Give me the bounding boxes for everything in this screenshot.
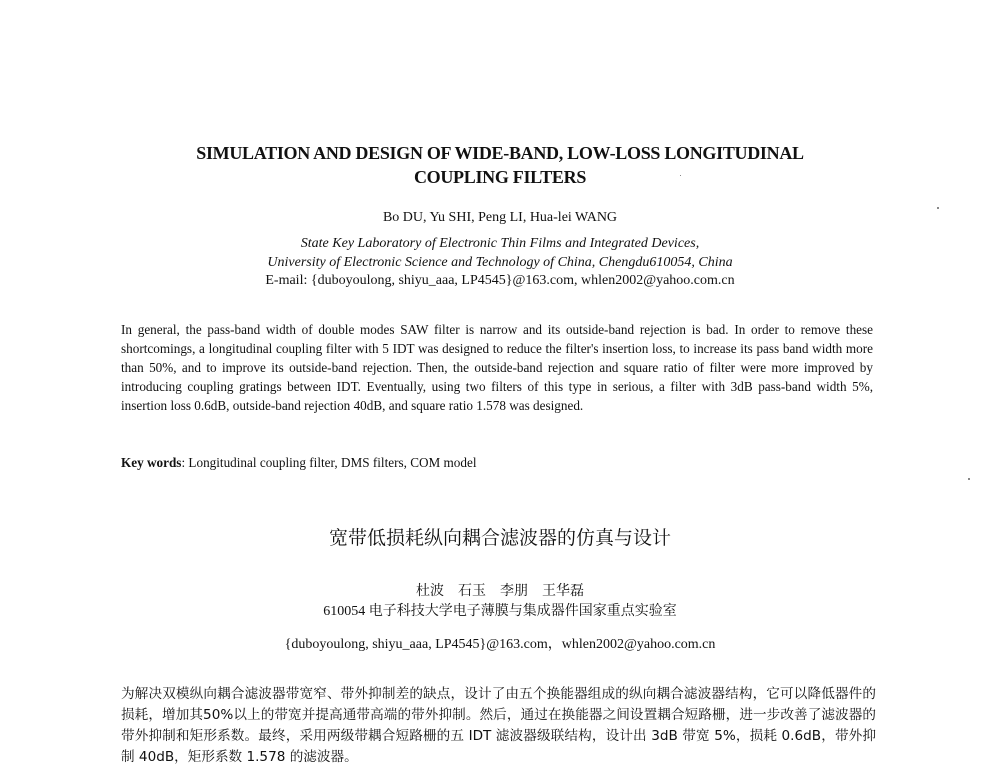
chinese-abstract: 为解决双模纵向耦合滤波器带宽窄、带外抑制差的缺点，设计了由五个换能器组成的纵向耦合滤波器结构，它可以降低器件的损耗，增加其50%以上的带宽并提高通带高端的带外抑制。然后，通过在换能器之间设置耦合短路栅，进一步改善了滤波器的带外抑制和矩形系数。最终，采用两级带耦合短路栅的五 IDT 滤波器级联结构，设计出 3dB 带宽 5%，损耗 0.6dB，带外抑制 40dB，矩形系数 1.578 的滤波器。 xyxy=(121,686,876,765)
keywords xyxy=(121,453,873,472)
affiliation-line-1: State Key Laboratory of Electronic Thin Films and Integrated Devices, xyxy=(300,236,700,251)
title-line-2: COUPLING FILTERS xyxy=(413,167,587,187)
scan-speck xyxy=(680,175,681,176)
paper-title xyxy=(120,141,880,189)
scan-speck xyxy=(937,207,939,209)
affiliation-line-2: University of Electronic Science and Technology of China, Chengdu610054, China xyxy=(267,255,733,270)
english-abstract: In general, the pass-band width of double modes SAW filter is narrow and its outside-band rejection is bad. In order to remove these shortcomings, a longitudinal coupling filter with 5 IDT was designed to reduce the filter's insertion loss, to increase its pass band width more than 50%, and to improve its outside-band rejection. Then, the outside-band rejection and square ratio of filter were more improved by introducing coupling gratings between IDT. Eventually, using two filters of this type in serious, a filter with 3dB pass-band width 5%, insertion loss 0.6dB, outside-band rejection 40dB, and square ratio 1.578 was designed. xyxy=(121,322,873,413)
author-email: E-mail: {duboyoulong, shiyu_aaa, LP4545}@163.com, whlen2002@yahoo.com.cn xyxy=(265,273,735,288)
author-list: Bo DU, Yu SHI, Peng LI, Hua-lei WANG xyxy=(382,210,618,225)
keywords-label: Key words xyxy=(121,455,182,470)
keywords-text: : Longitudinal coupling filter, DMS filters, COM model xyxy=(181,455,477,470)
chinese-affiliation: 610054 电子科技大学电子薄膜与集成器件国家重点实验室 xyxy=(323,604,677,619)
chinese-email: {duboyoulong, shiyu_aaa, LP4545}@163.com，whlen2002@yahoo.com.cn xyxy=(284,637,716,652)
chinese-title: 宽带低损耗纵向耦合滤波器的仿真与设计 xyxy=(328,527,671,549)
scan-speck xyxy=(968,478,970,480)
title-line-1: SIMULATION AND DESIGN OF WIDE-BAND, LOW-LOSS LONGITUDINAL xyxy=(196,143,804,163)
chinese-author-list: 杜波 石玉 李朋 王华磊 xyxy=(416,584,584,599)
